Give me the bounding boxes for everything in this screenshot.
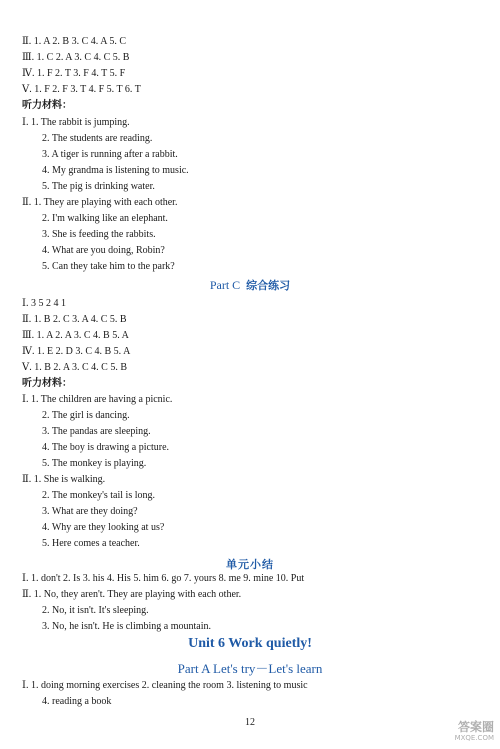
listening-line: Ⅰ. 1. The rabbit is jumping.: [22, 117, 130, 128]
listening-line: 4. Why are they looking at us?: [42, 522, 165, 533]
part-a-heading: Part A Let's try－Let's learn: [177, 661, 323, 676]
listening-line: 5. Here comes a teacher.: [42, 538, 140, 549]
part-c-heading: [0, 277, 500, 293]
listening-line: 2. The monkey's tail is long.: [42, 490, 155, 501]
answer-line: Ⅱ. 1. B 2. C 3. A 4. C 5. B: [22, 314, 127, 325]
answer-line: Ⅱ. 1. A 2. B 3. C 4. A 5. C: [22, 36, 127, 47]
answer-line: Ⅴ. 1. B 2. A 3. C 4. C 5. B: [22, 362, 128, 373]
listening-line: 4. The boy is drawing a picture.: [42, 442, 170, 453]
answer-line: Ⅲ. 1. A 2. A 3. C 4. B 5. A: [22, 330, 129, 341]
listening-line: 4. My grandma is listening to music.: [42, 165, 189, 176]
answer-line: Ⅰ. 3 5 2 4 1: [22, 298, 66, 309]
listening-line: 4. What are you doing, Robin?: [42, 245, 165, 256]
answer-line: Ⅳ. 1. F 2. T 3. F 4. T 5. F: [22, 68, 126, 79]
listening-line: Ⅱ. 1. They are playing with each other.: [22, 197, 178, 208]
listening-line: 3. What are they doing?: [42, 506, 138, 517]
summary-line: Ⅰ. 1. don't 2. Is 3. his 4. His 5. him 6. go 7. yours 8. me 9. mine 10. Put: [22, 573, 305, 584]
listening-line: Ⅰ. 1. The children are having a picnic.: [22, 394, 173, 405]
listening-line: 2. The students are reading.: [42, 133, 153, 144]
listening-heading: 听力材料：: [22, 100, 72, 111]
listening-line: 5. The monkey is playing.: [42, 458, 147, 469]
part-c-subtitle: 综合练习: [246, 279, 291, 292]
listening-heading: 听力材料：: [22, 378, 72, 389]
listening-line: 3. She is feeding the rabbits.: [42, 229, 156, 240]
summary-line: 2. No, it isn't. It's sleeping.: [42, 605, 149, 616]
unit-6-title: Unit 6 Work quietly!: [188, 636, 312, 651]
page-number: 12: [245, 717, 255, 728]
answer-line: Ⅲ. 1. C 2. A 3. C 4. C 5. B: [22, 52, 130, 63]
unit-summary-heading: 单元小结: [226, 558, 274, 571]
unit6-line: 4. reading a book: [42, 696, 112, 707]
listening-line: 2. The girl is dancing.: [42, 410, 130, 421]
watermark-logo: [440, 721, 494, 745]
summary-line: Ⅱ. 1. No, they aren't. They are playing with each other.: [22, 589, 242, 600]
listening-line: 2. I'm walking like an elephant.: [42, 213, 168, 224]
summary-line: 3. No, he isn't. He is climbing a mountain.: [42, 621, 212, 632]
part-c-title: Part C: [209, 278, 241, 292]
listening-line: 3. A tiger is running after a rabbit.: [42, 149, 178, 160]
listening-line: Ⅱ. 1. She is walking.: [22, 474, 106, 485]
answer-line: Ⅳ. 1. E 2. D 3. C 4. B 5. A: [22, 346, 131, 357]
listening-line: 3. The pandas are sleeping.: [42, 426, 151, 437]
listening-line: 5. The pig is drinking water.: [42, 181, 155, 192]
watermark-line2: MXQE.COM: [454, 734, 494, 742]
watermark-line1: 答案圈: [457, 720, 494, 734]
answer-line: Ⅴ. 1. F 2. F 3. T 4. F 5. T 6. T: [22, 84, 141, 95]
unit6-line: Ⅰ. 1. doing morning exercises 2. cleaning the room 3. listening to music: [22, 680, 308, 691]
listening-line: 5. Can they take him to the park?: [42, 261, 175, 272]
